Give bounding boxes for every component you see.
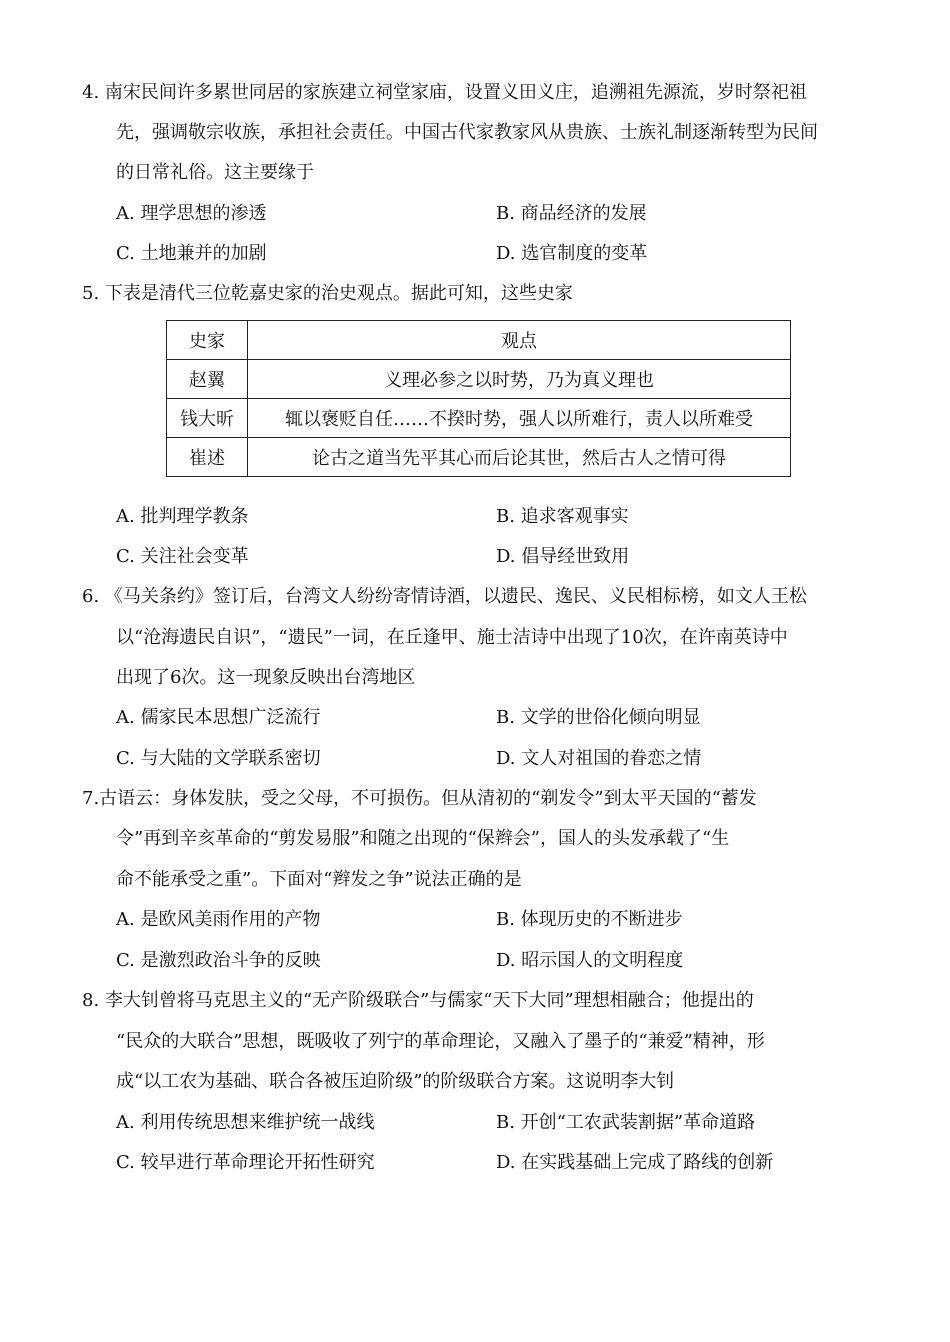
table-row [167, 399, 791, 438]
table-cell-historian: 钱大昕 [167, 399, 248, 438]
question-4-stem-line-1: 4. 南宋民间许多累世同居的家族建立祠堂家庙，设置义田义庄，追溯祖先源流，岁时祭祀祖 [82, 82, 807, 103]
table-cell-viewpoint: 辄以褒贬自任……不揆时势，强人以所难行，责人以所难受 [248, 399, 791, 438]
table-cell-historian: 赵翼 [167, 360, 248, 399]
table-row [167, 438, 791, 477]
table-header-viewpoint: 观点 [248, 321, 791, 360]
question-7-stem-line-3: 命不能承受之重”。下面对“辫发之争”说法正确的是 [116, 869, 522, 890]
question-4-option-b[interactable]: B. 商品经济的发展 [496, 203, 647, 224]
question-6-stem-line-3: 出现了6次。这一现象反映出台湾地区 [116, 667, 416, 688]
question-7-option-c[interactable]: C. 是激烈政治斗争的反映 [116, 950, 321, 971]
question-7-stem-line-2: 令”再到辛亥革命的“剪发易服”和随之出现的“保辫会”，国人的头发承载了“生 [116, 828, 730, 849]
question-6-option-d[interactable]: D. 文人对祖国的眷恋之情 [496, 748, 702, 769]
question-7-stem-line-1: 7.古语云：身体发肤，受之父母，不可损伤。但从清初的“剃发令”到太平天国的“蓄发 [82, 788, 757, 809]
question-8-option-c[interactable]: C. 较早进行革命理论开拓性研究 [116, 1152, 375, 1173]
question-8-stem-line-3: 成“以工农为基础、联合各被压迫阶级”的阶级联合方案。这说明李大钊 [116, 1071, 675, 1092]
question-4-stem-line-2: 先，强调敬宗收族，承担社会责任。中国古代家教家风从贵族、士族礼制逐渐转型为民间 [116, 122, 818, 143]
question-4-option-d[interactable]: D. 选官制度的变革 [496, 243, 648, 264]
question-5-option-b[interactable]: B. 追求客观事实 [496, 506, 629, 527]
question-8-stem-line-1: 8. 李大钊曾将马克思主义的“无产阶级联合”与儒家“天下大同”理想相融合；他提出的 [82, 990, 754, 1011]
question-7-option-d[interactable]: D. 昭示国人的文明程度 [496, 950, 684, 971]
table-cell-historian: 崔述 [167, 438, 248, 477]
table-header-historian: 史家 [167, 321, 248, 360]
question-5-option-a[interactable]: A. 批判理学教条 [116, 506, 249, 527]
question-6-stem-line-1: 6. 《马关条约》签订后，台湾文人纷纷寄情诗酒，以遗民、逸民、义民相标榜，如文人王松 [82, 586, 807, 607]
table-row [167, 360, 791, 399]
historians-table [166, 320, 791, 477]
question-6-option-a[interactable]: A. 儒家民本思想广泛流行 [116, 707, 321, 728]
question-7-option-b[interactable]: B. 体现历史的不断进步 [496, 909, 683, 930]
question-5-stem-line-1: 5. 下表是清代三位乾嘉史家的治史观点。据此可知，这些史家 [82, 283, 573, 304]
question-5-option-d[interactable]: D. 倡导经世致用 [496, 546, 630, 567]
question-4-option-c[interactable]: C. 土地兼并的加剧 [116, 243, 267, 264]
question-8-option-b[interactable]: B. 开创“工农武装割据”革命道路 [496, 1112, 756, 1133]
table-header-row [167, 321, 791, 360]
question-8-option-a[interactable]: A. 利用传统思想来维护统一战线 [116, 1112, 375, 1133]
question-8-option-d[interactable]: D. 在实践基础上完成了路线的创新 [496, 1152, 774, 1173]
question-8-stem-line-2: “民众的大联合”思想，既吸收了列宁的革命理论，又融入了墨子的“兼爱”精神，形 [116, 1031, 765, 1052]
question-4-stem-line-3: 的日常礼俗。这主要缘于 [116, 162, 314, 183]
table-cell-viewpoint: 论古之道当先平其心而后论其世，然后古人之情可得 [248, 438, 791, 477]
question-4-option-a[interactable]: A. 理学思想的渗透 [116, 203, 267, 224]
question-6-option-b[interactable]: B. 文学的世俗化倾向明显 [496, 707, 701, 728]
question-6-stem-line-2: 以“沧海遗民自识”，“遗民”一词，在丘逢甲、施士洁诗中出现了10次，在许南英诗中 [116, 627, 788, 648]
question-5-option-c[interactable]: C. 关注社会变革 [116, 546, 249, 567]
question-7-option-a[interactable]: A. 是欧风美雨作用的产物 [116, 909, 321, 930]
question-6-option-c[interactable]: C. 与大陆的文学联系密切 [116, 748, 321, 769]
table-cell-viewpoint: 义理必参之以时势，乃为真义理也 [248, 360, 791, 399]
